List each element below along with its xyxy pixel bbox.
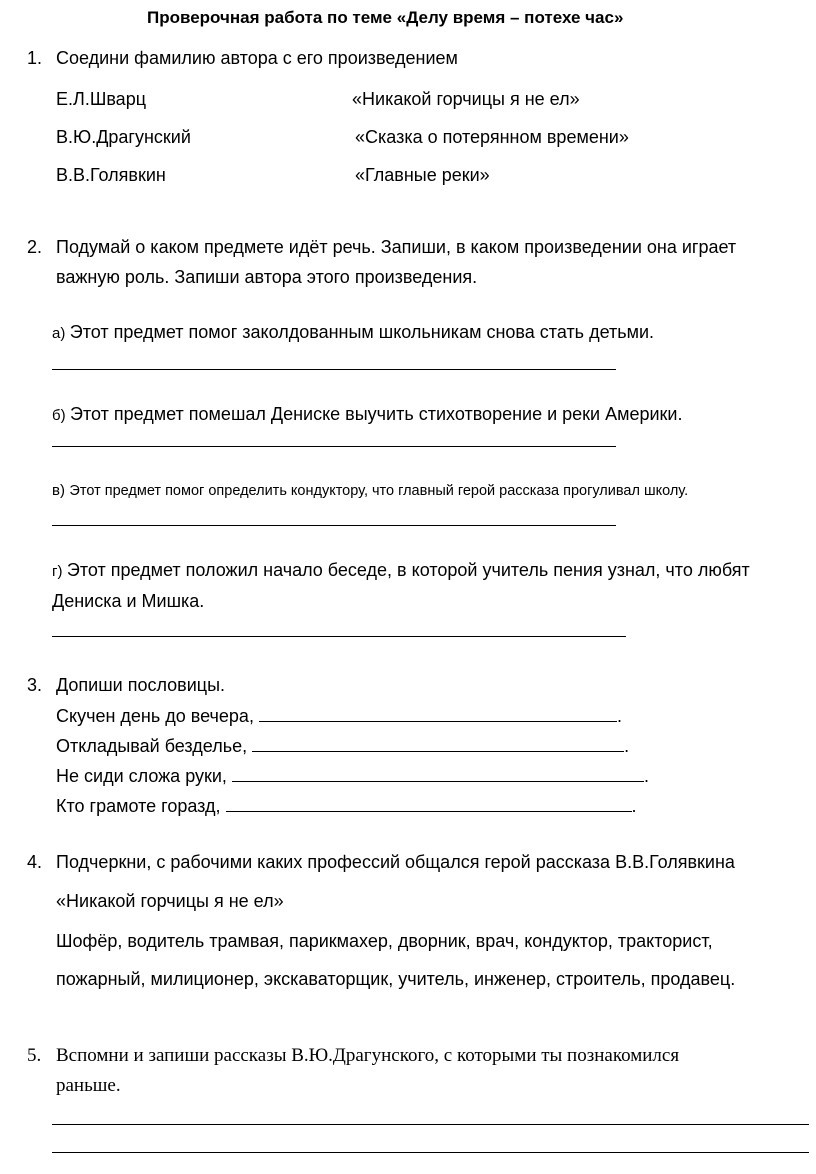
q5-number: 5. (27, 1045, 42, 1066)
q4-professions-line-1: Шофёр, водитель трамвая, парикмахер, дворник, врач, кондуктор, тракторист, (56, 931, 713, 951)
q2-item-a (52, 322, 654, 343)
answer-line-g[interactable] (52, 636, 626, 637)
q1-work-3: «Главные реки» (355, 165, 490, 185)
q2-item-g (52, 560, 750, 581)
q1-author-3: В.В.Голявкин (56, 165, 166, 185)
q4-line-1: Подчеркни, с рабочими каких профессий общался герой рассказа В.В.Голявкина (56, 852, 735, 872)
proverb-2 (56, 735, 629, 757)
q2-item-v-text: Этот предмет помог определить кондуктору, что главный герой рассказа прогуливал школу. (69, 483, 689, 499)
q2-item-b (52, 404, 683, 425)
q1-number: 1. (27, 48, 43, 68)
answer-line-q5-1[interactable] (52, 1124, 809, 1125)
answer-line-q5-2[interactable] (52, 1152, 809, 1153)
proverb-3-text: Не сиди сложа руки, (56, 766, 227, 786)
q4-number: 4. (27, 852, 43, 872)
proverb-2-text: Откладывай безделье, (56, 736, 248, 756)
q1-author-2: В.Ю.Драгунский (56, 127, 191, 147)
q5-line-2: раньше. (56, 1075, 121, 1096)
proverb-3 (56, 765, 649, 787)
q2-item-g-text: Этот предмет положил начало беседе, в которой учитель пения узнал, что любят (66, 560, 750, 580)
proverb-1 (56, 705, 622, 727)
q2-item-g-text-2: Дениска и Мишка. (52, 591, 205, 611)
q2-number: 2. (27, 237, 43, 257)
q4-line-2: «Никакой горчицы я не ел» (56, 891, 284, 911)
proverb-3-blank[interactable] (232, 765, 644, 782)
q2-item-b-label: б) (52, 407, 66, 424)
proverb-2-end: . (624, 736, 630, 756)
page-title: Проверочная работа по теме «Делу время – потехе час» (147, 8, 624, 27)
answer-line-v[interactable] (52, 525, 616, 526)
proverb-4-end: . (631, 796, 637, 816)
proverb-4 (56, 795, 637, 817)
q4-professions-line-2: пожарный, милиционер, экскаваторщик, учитель, инженер, строитель, продавец. (56, 969, 736, 989)
q1-text: Соедини фамилию автора с его произведением (56, 48, 458, 68)
q2-line-2: важную роль. Запиши автора этого произведения. (56, 267, 478, 287)
q2-item-a-label: а) (52, 325, 66, 342)
q1-work-1: «Никакой горчицы я не ел» (352, 89, 580, 109)
proverb-3-end: . (643, 766, 649, 786)
q3-number: 3. (27, 675, 43, 695)
proverb-4-text: Кто грамоте горазд, (56, 796, 221, 816)
q1-author-1: Е.Л.Шварц (56, 89, 147, 109)
q5-line-1: Вспомни и запиши рассказы В.Ю.Драгунского, с которыми ты познакомился (56, 1045, 680, 1066)
q2-item-a-text: Этот предмет помог заколдованным школьникам снова стать детьми. (69, 322, 655, 342)
q3-text: Допиши пословицы. (56, 675, 226, 695)
proverb-1-blank[interactable] (259, 705, 617, 722)
q2-item-v (52, 482, 688, 500)
answer-line-b[interactable] (52, 446, 616, 447)
q2-item-v-label: в) (52, 482, 65, 499)
q2-line-1: Подумай о каком предмете идёт речь. Запиши, в каком произведении она играет (56, 237, 737, 257)
q2-item-g-label: г) (52, 563, 63, 580)
proverb-1-text: Скучен день до вечера, (56, 706, 254, 726)
q1-work-2: «Сказка о потерянном времени» (355, 127, 629, 147)
answer-line-a[interactable] (52, 369, 616, 370)
proverb-4-blank[interactable] (226, 795, 632, 812)
proverb-1-end: . (616, 706, 622, 726)
q2-item-b-text: Этот предмет помешал Дениске выучить стихотворение и реки Америки. (70, 404, 683, 424)
proverb-2-blank[interactable] (252, 735, 624, 752)
